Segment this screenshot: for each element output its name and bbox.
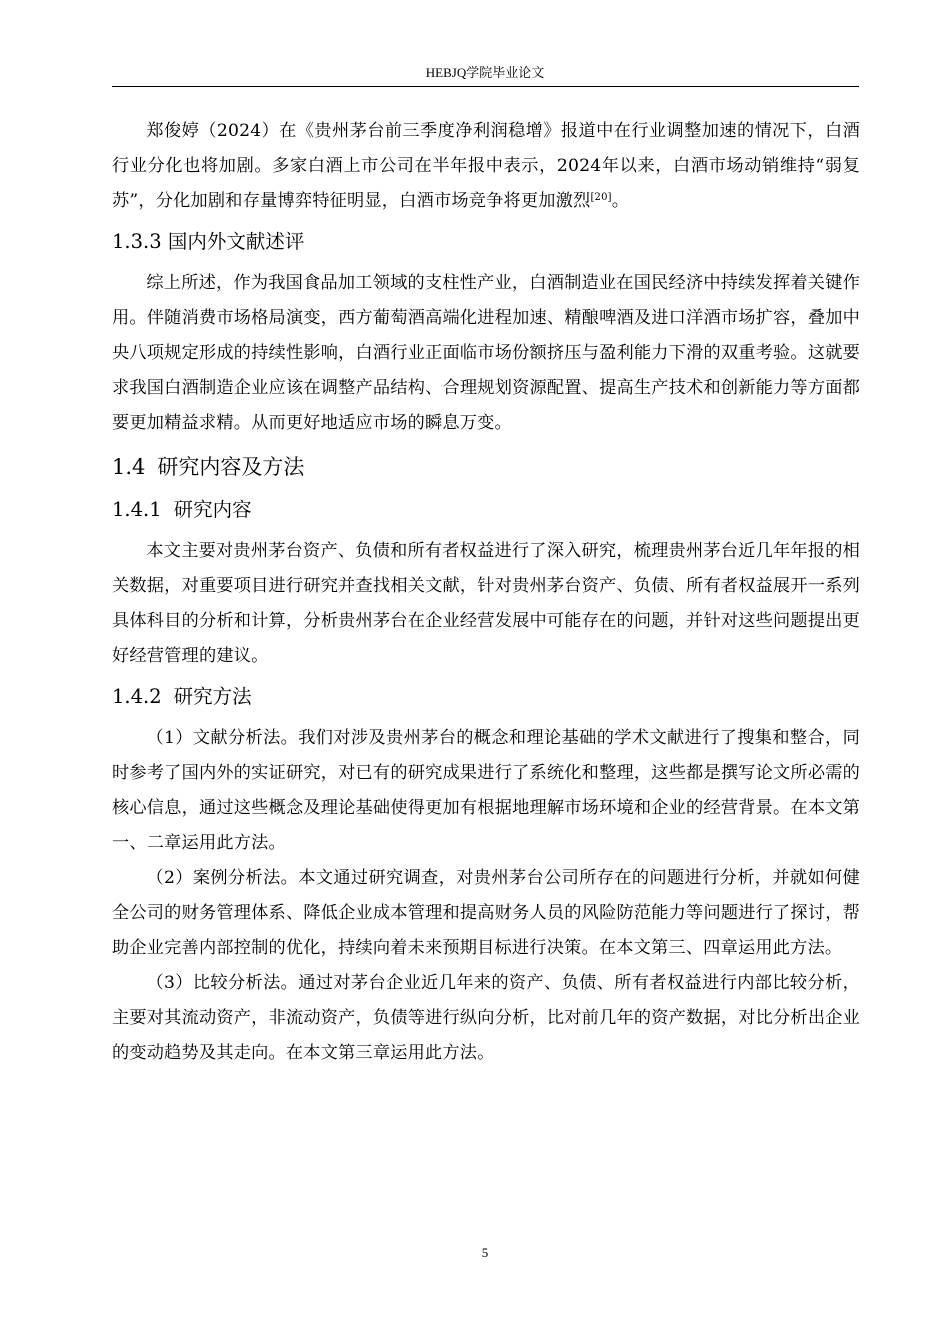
paragraph-research-content: 本文主要对贵州茅台资产、负债和所有者权益进行了深入研究，梳理贵州茅台近几年年报的相关数据，对重要项目进行研究并查找相关文献，针对贵州茅台资产、负债、所有者权益展开一系列具体科目的分析和计算，分析贵州茅台在企业经营发展中可能存在的问题，并针对这些问题提出更好经营管理的建议。 bbox=[112, 541, 860, 666]
citation-ref[interactable]: [20] bbox=[590, 192, 612, 203]
heading-1-4-1 bbox=[112, 490, 860, 530]
page-number: 5 bbox=[481, 1245, 489, 1260]
heading-text: 研究内容及方法 bbox=[157, 455, 305, 479]
heading-number: 1.4.1 bbox=[112, 498, 162, 521]
heading-number: 1.4.2 bbox=[112, 685, 162, 708]
paragraph-method-comparison: （3）比较分析法。通过对茅台企业近几年来的资产、负债、所有者权益进行内部比较分析，主要对其流动资产，非流动资产，负债等进行纵向分析，比对前几年的资产数据，对比分析出企业的变动趋势及其走向。在本文第三章运用此方法。 bbox=[112, 973, 860, 1063]
heading-1-4-2 bbox=[112, 677, 860, 717]
page-body bbox=[112, 114, 860, 1071]
header-rule bbox=[112, 86, 859, 87]
running-header: HEBJQ学院毕业论文 bbox=[425, 65, 545, 80]
paragraph-method-literature: （1）文献分析法。我们对涉及贵州茅台的概念和理论基础的学术文献进行了搜集和整合，同时参考了国内外的实证研究，对已有的研究成果进行了系统化和整理，这些都是撰写论文所必需的核心信息，通过这些概念及理论基础使得更加有根据地理解市场环境和企业的经营背景。在本文第一、二章运用此方法。 bbox=[112, 728, 860, 853]
heading-1-3-3: 1.3.3 国内外文献述评 bbox=[112, 230, 305, 253]
heading-number: 1.4 bbox=[112, 455, 146, 479]
paragraph-literature-review: 综上所述，作为我国食品加工领域的支柱性产业，白酒制造业在国民经济中持续发挥着关键作用。伴随消费市场格局演变，西方葡萄酒高端化进程加速、精酿啤酒及进口洋酒市场扩容，叠加中央八项规定形成的持续性影响，白酒行业正面临市场份额挤压与盈利能力下滑的双重考验。这就要求我国白酒制造企业应该在调整产品结构、合理规划资源配置、提高生产技术和创新能力等方面都要更加精益求精。从而更好地适应市场的瞬息万变。 bbox=[112, 273, 860, 433]
paragraph-tail: 。 bbox=[611, 191, 630, 211]
paragraph-text: 郑俊婷（2024）在《贵州茅台前三季度净利润稳增》报道中在行业调整加速的情况下，白酒行业分化也将加剧。多家白酒上市公司在半年报中表示，2024年以来，白酒市场动销维持“弱复苏”，分化加剧和存量博弈特征明显，白酒市场竞争将更加激烈 bbox=[112, 121, 860, 211]
paragraph-method-case: （2）案例分析法。本文通过研究调查，对贵州茅台公司所存在的问题进行分析，并就如何健全公司的财务管理体系、降低企业成本管理和提高财务人员的风险防范能力等问题进行了探讨，帮助企业完善内部控制的优化，持续向着未来预期目标进行决策。在本文第三、四章运用此方法。 bbox=[112, 868, 860, 958]
heading-text: 研究内容 bbox=[173, 498, 252, 521]
paragraph-zheng-2024 bbox=[112, 114, 860, 219]
heading-1-4 bbox=[112, 447, 860, 487]
heading-text: 研究方法 bbox=[173, 685, 252, 708]
